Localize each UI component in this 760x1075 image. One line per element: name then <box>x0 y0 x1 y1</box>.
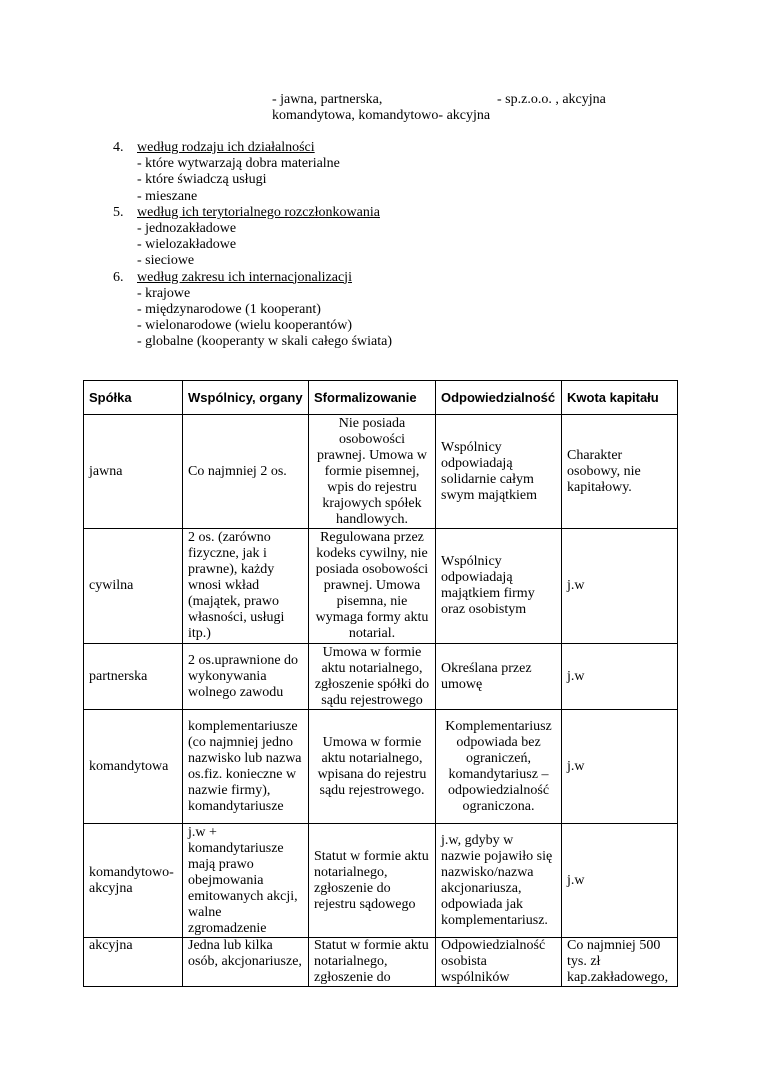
header-odpowiedzialnosc: Odpowiedzialność <box>436 381 562 415</box>
cell-type: komandytowo-akcyjna <box>84 824 183 938</box>
cell-type: partnerska <box>84 644 183 710</box>
list-item-5: 5. według ich terytorialnego rozczłonkowania <box>113 204 380 220</box>
list-subitem: - które świadczą usługi <box>137 172 267 188</box>
header-sformalizowanie: Sformalizowanie <box>309 381 436 415</box>
table-row <box>84 644 678 710</box>
cell-liability: Komplementariusz odpowiada bez ograniczeń, komandytariusz – odpowiedzialność ograniczona. <box>436 710 562 824</box>
header-wspolnicy: Wspólnicy, organy <box>183 381 309 415</box>
cell-capital: j.w <box>562 644 678 710</box>
cell-type: komandytowa <box>84 710 183 824</box>
list-title: według rodzaju ich działalności <box>137 140 315 155</box>
cell-formal: Nie posiada osobowości prawnej. Umowa w formie pisemnej, wpis do rejestru krajowych spółek handlowych. <box>309 415 436 529</box>
list-subitem: - sieciowe <box>137 253 195 269</box>
list-title: według ich terytorialnego rozczłonkowania <box>137 204 380 220</box>
list-subitem: - wielozakładowe <box>137 237 237 253</box>
cell-capital: j.w <box>562 529 678 644</box>
company-types-table <box>83 380 678 987</box>
cell-capital: Co najmniej 500 tys. zł kap.zakładowego, <box>562 938 678 987</box>
cell-capital: Charakter osobowy, nie kapitałowy. <box>562 415 678 529</box>
cell-type: akcyjna <box>84 938 183 987</box>
cell-liability: Określana przez umowę <box>436 644 562 710</box>
cell-partners: j.w + komandytariusze mają prawo obejmowania emitowanych akcji, walne zgromadzenie <box>183 824 309 938</box>
cell-partners: Jedna lub kilka osób, akcjonariusze, <box>183 938 309 987</box>
table-row <box>84 415 678 529</box>
list-subitem: - wielonarodowe (wielu kooperantów) <box>137 318 352 334</box>
top-right-line1: - sp.z.o.o. , akcyjna <box>497 92 606 107</box>
table-row <box>84 710 678 824</box>
cell-partners: 2 os.uprawnione do wykonywania wolnego zawodu <box>183 644 309 710</box>
cell-liability: Wspólnicy odpowiadają majątkiem firmy oraz osobistym <box>436 529 562 644</box>
classification-list <box>113 140 513 350</box>
list-subitem: - międzynarodowe (1 kooperant) <box>137 301 321 317</box>
list-item-4: 4. według rodzaju ich działalności <box>113 140 315 155</box>
cell-type: cywilna <box>84 529 183 644</box>
top-left-line2: komandytowa, komandytowo- akcyjna <box>272 108 491 123</box>
list-subitem: - które wytwarzają dobra materialne <box>137 156 340 172</box>
cell-type: jawna <box>84 415 183 529</box>
list-title: według zakresu ich internacjonalizacji <box>137 269 352 285</box>
cell-formal: Regulowana przez kodeks cywilny, nie posiada osobowości prawnej. Umowa pisemna, nie wymaga formy aktu notarial. <box>309 529 436 644</box>
table-row <box>84 938 678 987</box>
list-subitem: - jednozakładowe <box>137 220 237 236</box>
cell-formal: Statut w formie aktu notarialnego, zgłoszenie do rejestru sądowego <box>309 824 436 938</box>
list-subitem: - globalne (kooperanty w skali całego świata) <box>137 334 393 350</box>
cell-liability: j.w, gdyby w nazwie pojawiło się nazwisko/nazwa akcjonariusza, odpowiada jak komplementariusz. <box>436 824 562 938</box>
cell-liability: Odpowiedzialność osobista wspólników <box>436 938 562 987</box>
cell-partners: 2 os. (zarówno fizyczne, jak i prawne), każdy wnosi wkład (majątek, prawo własności, usługi itp.) <box>183 529 309 644</box>
cell-capital: j.w <box>562 710 678 824</box>
table-row <box>84 824 678 938</box>
list-subitem: - krajowe <box>137 285 191 301</box>
cell-capital: j.w <box>562 824 678 938</box>
top-left-line1: - jawna, partnerska, <box>272 92 383 107</box>
cell-partners: komplementariusze (co najmniej jedno nazwisko lub nazwa os.fiz. konieczne w nazwie firmy), komandytariusze <box>183 710 309 824</box>
cell-formal: Statut w formie aktu notarialnego, zgłoszenie do <box>309 938 436 987</box>
list-item-6: 6. według zakresu ich internacjonalizacji <box>113 269 352 285</box>
cell-formal: Umowa w formie aktu notarialnego, wpisana do rejestru sądu rejestrowego. <box>309 710 436 824</box>
table-row <box>84 529 678 644</box>
cell-liability: Wspólnicy odpowiadają solidarnie całym swym majątkiem <box>436 415 562 529</box>
header-spolka: Spółka <box>84 381 183 415</box>
list-subitem: - mieszane <box>137 188 198 204</box>
header-kwota: Kwota kapitału <box>562 381 678 415</box>
cell-formal: Umowa w formie aktu notarialnego, zgłoszenie spółki do sądu rejestrowego <box>309 644 436 710</box>
cell-partners: Co najmniej 2 os. <box>183 415 309 529</box>
table-header-row <box>84 381 678 415</box>
